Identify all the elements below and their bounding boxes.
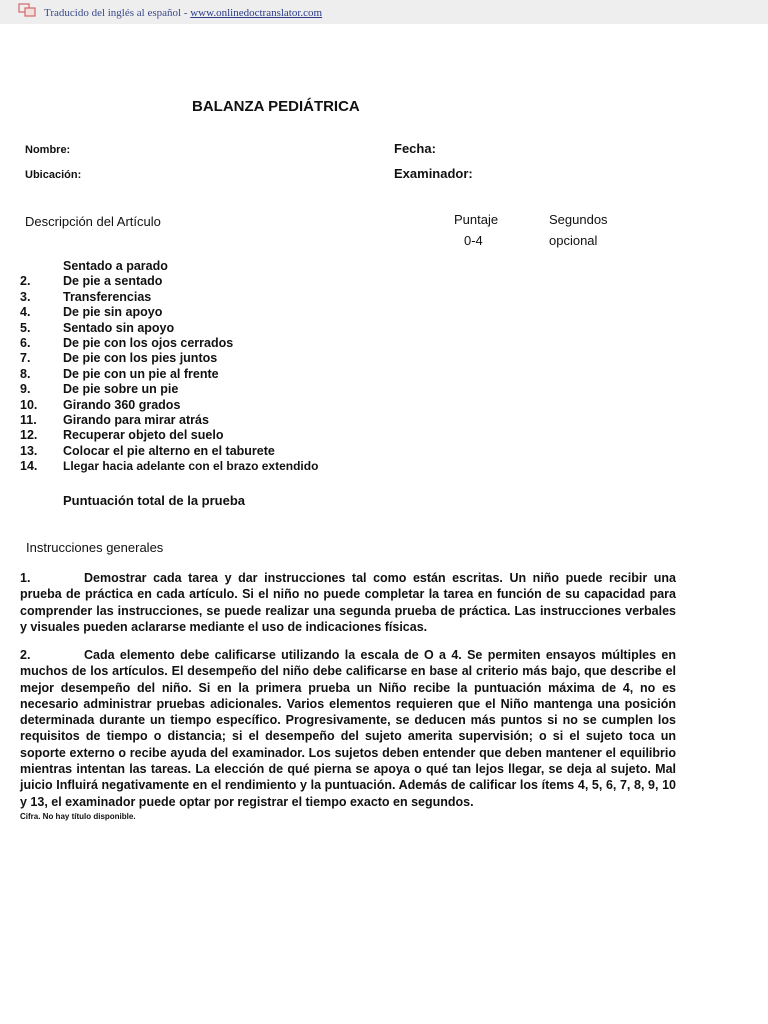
paragraph-text: Demostrar cada tarea y dar instrucciones tal como están escritas. Un niño puede recibir una prueba de práctica en cada artículo. Si el niño no puede completar la tarea en función de su capacidad para comprender las instrucciones, se puede realizar una segunda prueba de práctica. Las instrucciones verbales y visuales pueden aclararse mediante el uso de indicaciones físicas.: [20, 571, 676, 634]
figure-caption: Cifra. No hay título disponible.: [20, 812, 136, 821]
segundos-header: Segundos: [549, 212, 608, 227]
puntaje-range: 0-4: [464, 233, 483, 248]
item-text: De pie sin apoyo: [63, 305, 163, 320]
item-text: De pie con un pie al frente: [63, 366, 219, 381]
paragraph-number: 1.: [20, 571, 31, 585]
item-text: De pie con los ojos cerrados: [63, 335, 234, 350]
total-score-label: Puntuación total de la prueba: [63, 493, 246, 508]
item-text: Sentado sin apoyo: [63, 320, 175, 335]
instructions-heading: Instrucciones generales: [26, 540, 164, 555]
descripcion-header: Descripción del Artículo: [25, 214, 161, 229]
item-number: 3.: [20, 289, 31, 304]
item-text: Girando 360 grados: [63, 397, 181, 412]
translator-logo-icon: [18, 3, 36, 17]
paragraph-number: 2.: [20, 648, 31, 662]
page-title: BALANZA PEDIÁTRICA: [192, 98, 360, 115]
instruction-paragraph-2: [20, 647, 676, 810]
item-text: Llegar hacia adelante con el brazo extendido: [63, 459, 319, 474]
item-number: 12.: [20, 428, 38, 443]
item-number: 5.: [20, 320, 31, 335]
item-text: Transferencias: [63, 289, 152, 304]
item-text: De pie con los pies juntos: [63, 351, 218, 366]
item-number: 4.: [20, 305, 31, 320]
item-text: Girando para mirar atrás: [63, 412, 209, 427]
item-text: De pie sobre un pie: [63, 382, 179, 397]
ubicacion-label: Ubicación:: [25, 169, 82, 181]
item-number: 13.: [20, 443, 38, 458]
item-number: 7.: [20, 351, 31, 366]
segundos-note: opcional: [549, 233, 598, 248]
item-number: 10.: [20, 397, 38, 412]
puntaje-header: Puntaje: [454, 212, 499, 227]
paragraph-text: Cada elemento debe calificarse utilizando la escala de O a 4. Se permiten ensayos múltiples en muchos de los artículos. El desempeño del niño debe calificarse en base al criterio más bajo, que describe el mejor desempeño del niño. Si en la primera prueba un Niño recibe la puntuación máxima de 4, no es necesario administrar pruebas adicionales. Varios elementos requieren que el Niño mantenga una posición determinada durante un tiempo específico. Progresivamente, se deducen más puntos si no se cumplen los requisitos de tiempo o distancia; si el desempeño del sujeto amerita supervisión; o si el sujeto toca un soporte externo o recibe ayuda del examinador. Los sujetos deben entender que deben mantener el equilibrio mientras intentan las tareas. La elección de qué pierna se apoya o qué tan lejos llegar, se deja al sujeto. Mal juicio Influirá negativamente en el rendimiento y la puntuación. Además de calificar los ítems 4, 5, 6, 7, 8, 9, 10 y 13, el examinador puede optar por registrar el tiempo exacto en segundos.: [20, 648, 676, 809]
translator-text: Traducido del inglés al español - www.onlinedoctranslator.com: [44, 7, 323, 19]
item-number: 8.: [20, 366, 31, 381]
nombre-label: Nombre:: [25, 144, 71, 156]
examinador-label: Examinador:: [394, 166, 473, 181]
item-number: 9.: [20, 382, 31, 397]
translator-link[interactable]: www.onlinedoctranslator.com: [190, 7, 323, 19]
instruction-paragraph-1: [20, 570, 676, 635]
translator-bar: [0, 0, 768, 24]
fecha-label: Fecha:: [394, 141, 436, 156]
item-text: De pie a sentado: [63, 274, 163, 289]
item-text: Colocar el pie alterno en el taburete: [63, 443, 275, 458]
item-text: Sentado a parado: [63, 259, 168, 273]
item-text: Recuperar objeto del suelo: [63, 428, 224, 443]
item-number: 14.: [20, 459, 38, 474]
item-number: 2.: [20, 274, 31, 289]
item-number: 11.: [20, 412, 37, 427]
item-number: 6.: [20, 335, 31, 350]
